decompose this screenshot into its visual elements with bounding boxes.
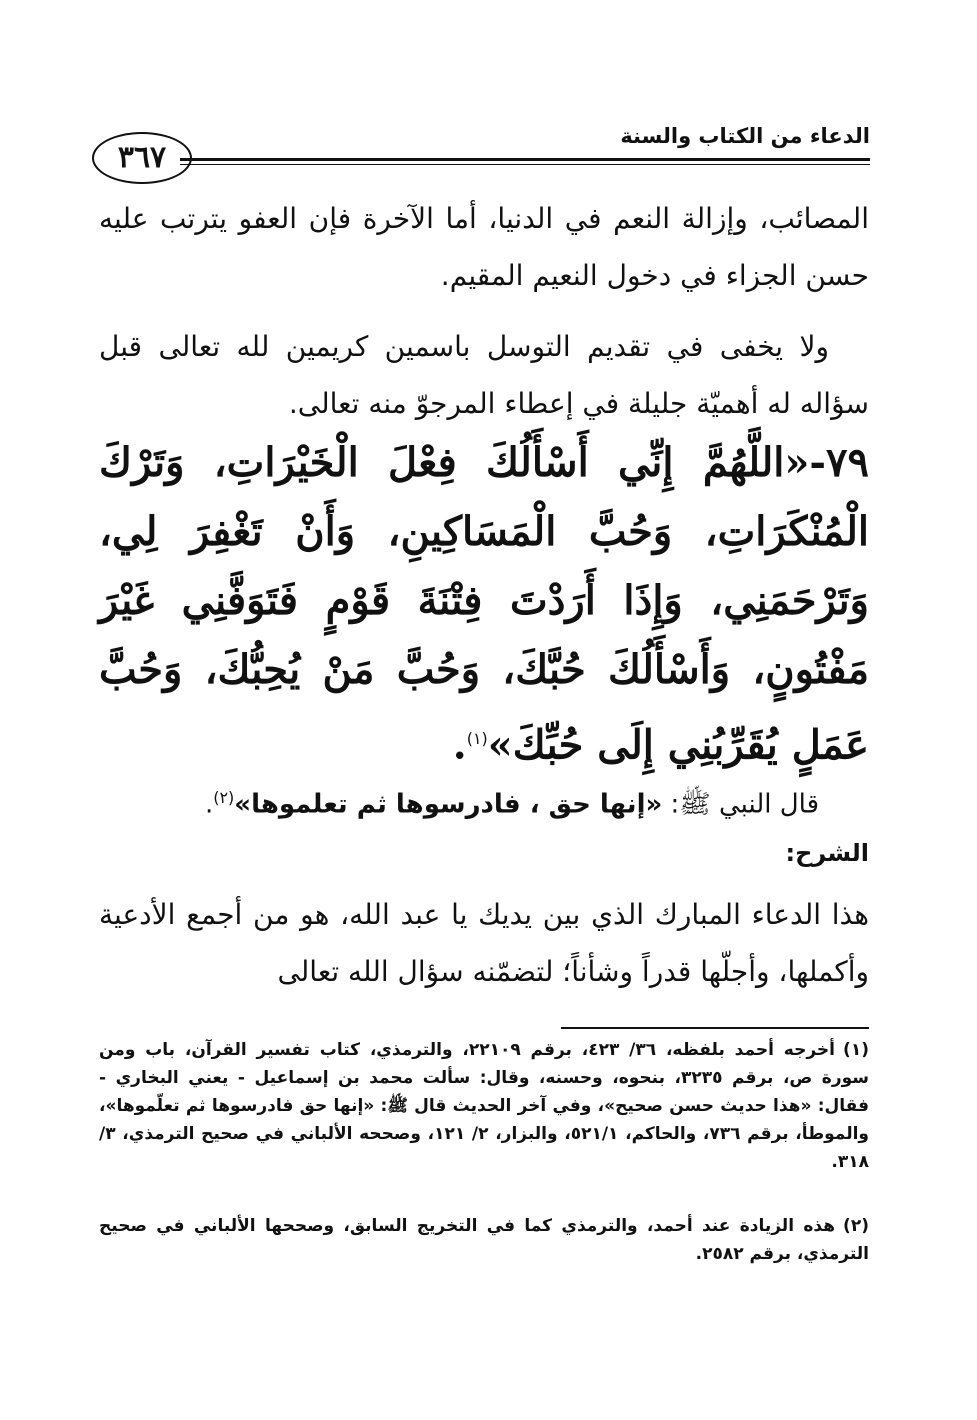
footnote-2	[99, 1212, 869, 1268]
prophet-quote	[99, 773, 819, 830]
dua-text: «اللَّهُمَّ إِنِّي أَسْأَلُكَ فِعْلَ الْخَيْرَاتِ، وَتَرْكَ الْمُنْكَرَاتِ، وَحُبَّ الْمَسَاكِينِ، وَأَنْ تَغْفِرَ لِي، وَتَرْحَمَنِي، وَإِذَا أَرَدْتَ فِتْنَةَ قَوْمٍ فَتَوَفَّنِي غَيْرَ مَفْتُونٍ، وَأَسْأَلُكَ حُبَّكَ، وَحُبَّ مَنْ يُحِبُّكَ، وَحُبَّ عَمَلٍ يُقَرِّبُنِي إِلَى حُبِّكَ»	[99, 439, 869, 769]
footnote-text: هذه الزيادة عند أحمد، والترمذي كما في التخريج السابق، وصححها الألباني في صحيح الترمذي، برقم ٢٥٨٢.	[99, 1216, 869, 1264]
footnote-1	[99, 1036, 869, 1176]
quote-text: «إنها حق ، فادرسوها ثم تعلموها»	[234, 789, 663, 820]
paragraph-2: ولا يخفى في تقديم التوسل باسمين كريمين لله تعالى قبل سؤاله له أهميّة جليلة في إعطاء المرجوّ منه تعالى.	[99, 330, 869, 420]
dua-end: .	[452, 721, 467, 769]
page-number: ٣٦٧	[92, 132, 192, 184]
quote-end: .	[204, 789, 214, 820]
quote-prefix: قال النبي ﷺ:	[670, 789, 819, 820]
header-rule-thin	[180, 164, 870, 165]
header-rule	[180, 158, 870, 161]
footnote-ref-2[interactable]: (٢)	[213, 788, 235, 807]
footnote-number: (١)	[843, 1040, 869, 1060]
running-head: الدعاء من الكتاب والسنة	[620, 124, 870, 148]
footnote-ref-1[interactable]: (١)	[466, 729, 488, 748]
paragraph-3: هذا الدعاء المبارك الذي بين يديك يا عبد الله، هو من أجمع الأدعية وأكملها، وأجلّها قدراً وشأناً؛ لتضمّنه سؤال الله تعالى	[99, 898, 869, 988]
dua-number: ٧٩-	[809, 439, 869, 486]
paragraph-1: المصائب، وإزالة النعم في الدنيا، أما الآخرة فإن العفو يترتب عليه حسن الجزاء في دخول النعيم المقيم.	[99, 202, 869, 292]
footnote-number: (٢)	[843, 1216, 869, 1236]
page-header	[92, 118, 870, 188]
dua-79	[99, 428, 869, 779]
footnote-text: أخرجه أحمد بلفظه، ٣٦/ ٤٢٣، برقم ٢٢١٠٩، والترمذي، كتاب تفسير القرآن، باب ومن سورة ص، برقم ٣٢٣٥، بنحوه، وحسنه، وقال: سألت محمد بن إسماعيل - يعني البخاري - فقال: «هذا حديث حسن صحيح»، وفي آخر الحديث قال ﷺ: «إنها حق فادرسوها ثم تعلّموها»، والموطأ، برقم ٧٣٦، والحاكم، ٥٢١/١، والبزار، ٢/ ١٢١، وصححه الألباني في صحيح الترمذي، ٣/ ٣١٨.	[99, 1040, 869, 1172]
sharh-heading: الشرح:	[785, 839, 869, 867]
footnote-separator	[561, 1027, 869, 1029]
